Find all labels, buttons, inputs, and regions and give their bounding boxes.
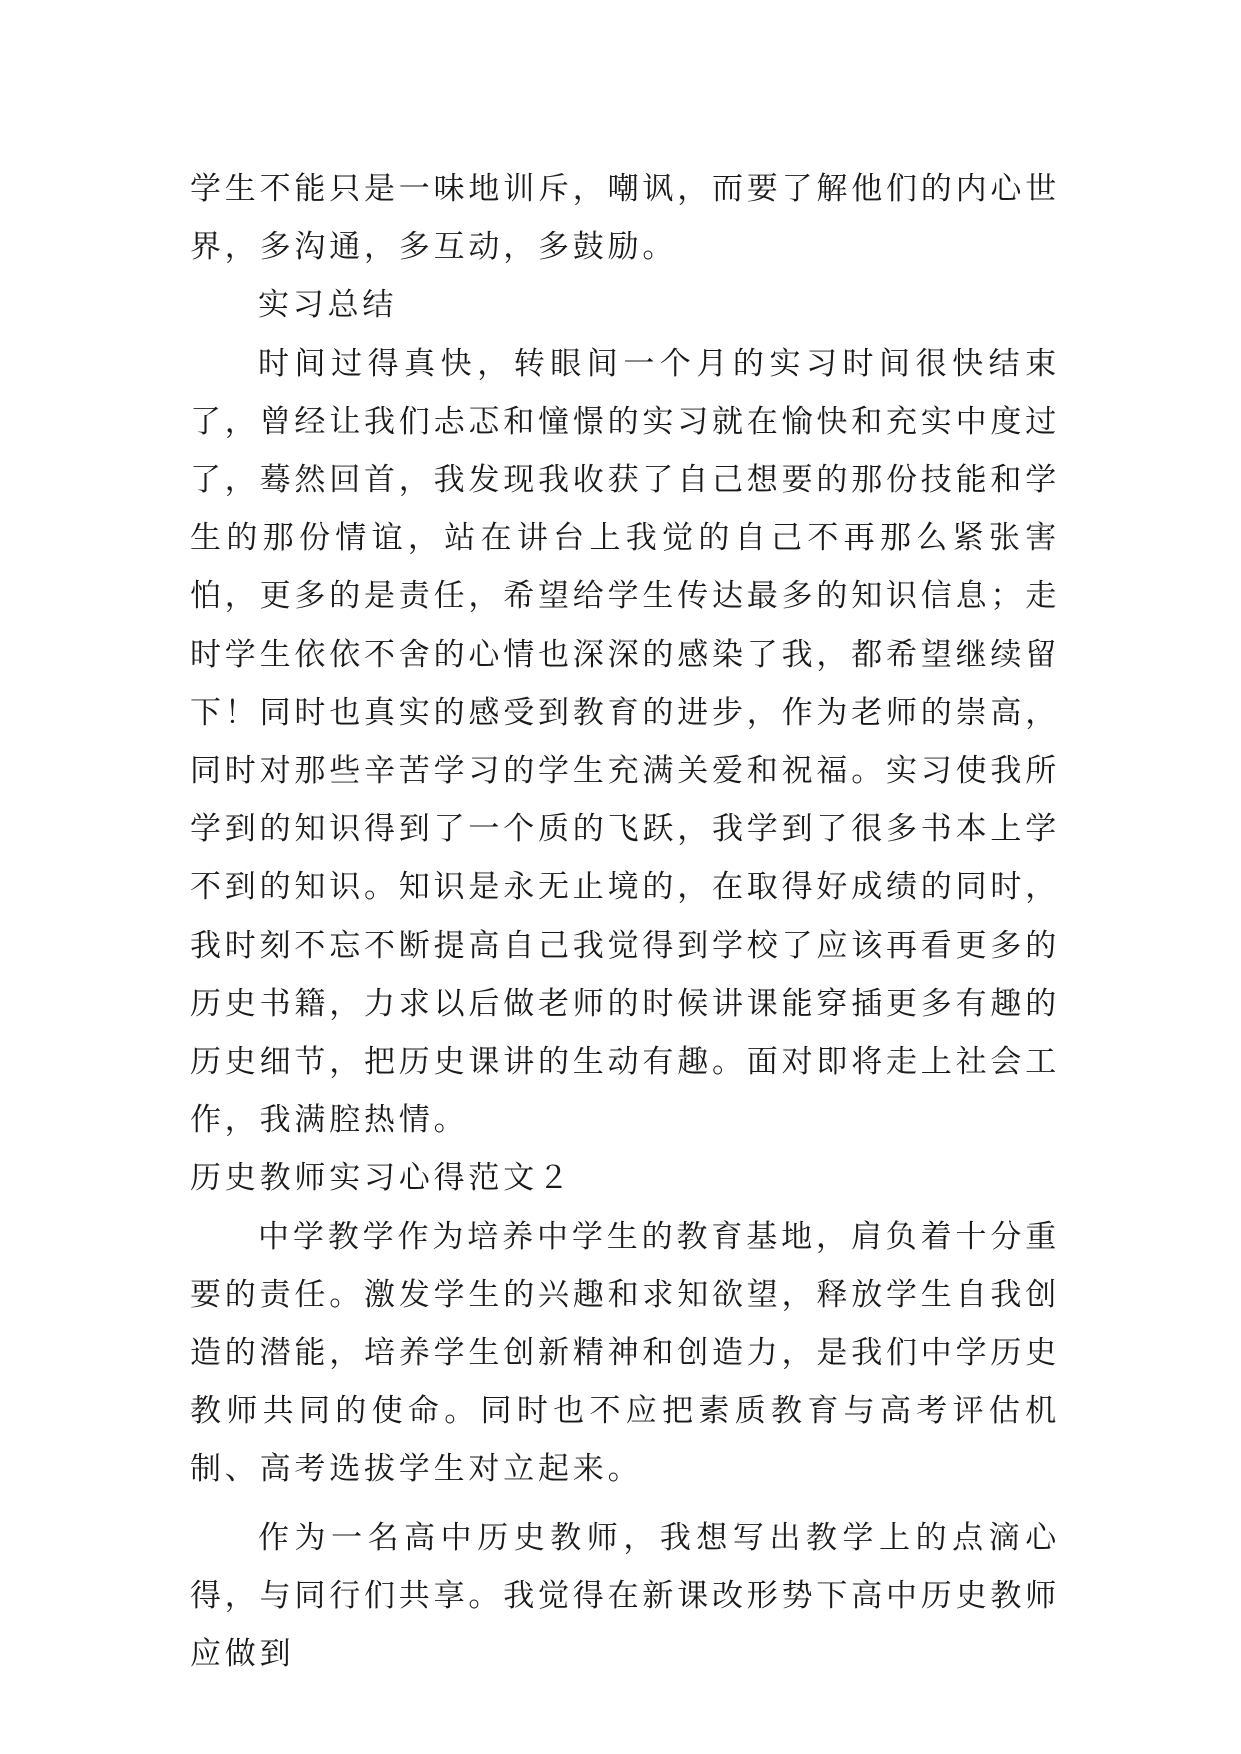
paragraph-closing-advice: 学生不能只是一味地训斥，嘲讽，而要了解他们的内心世界，多沟通，多互动，多鼓励。 [190,171,1060,266]
paragraph-internship-summary: 时间过得真快，转眼间一个月的实习时间很快结束了，曾经让我们忐忑和憧憬的实习就在愉快和充实中度过了，蓦然回首，我发现我收获了自己想要的那份技能和学生的那份情谊，站在讲台上我觉的自己不再那么紧张害怕，更多的是责任，希望给学生传达最多的知识信息；走时学生依依不舍的心情也深深的感染了我，都希望继续留下！同时也真实的感受到教育的进步，作为老师的崇高，同时对那些辛苦学习的学生充满关爱和祝福。实习使我所学到的知识得到了一个质的飞跃，我学到了很多书本上学不到的知识。知识是永无止境的，在取得好成绩的同时，我时刻不忘不断提高自己我觉得到学校了应该再看更多的历史书籍，力求以后做老师的时候讲课能穿插更多有趣的历史细节，把历史课讲的生动有趣。面对即将走上社会工作，我满腔热情。 [190,345,1060,1139]
paragraph-teacher-reflection: 作为一名高中历史教师，我想写出教学上的点滴心得，与同行们共享。我觉得在新课改形势下高中历史教师应做到 [190,1519,1060,1673]
paragraph-middle-school-teaching: 中学教学作为培养中学生的教育基地，肩负着十分重要的责任。激发学生的兴趣和求知欲望，释放学生自我创造的潜能，培养学生创新精神和创造力，是我们中学历史教师共同的使命。同时也不应把素质教育与高考评估机制、高考选拔学生对立起来。 [190,1218,1060,1488]
section-heading-internship-summary: 实习总结 [258,287,398,324]
document-body [190,160,1060,1683]
essay-title-sample-2: 历史教师实习心得范文２ [190,1160,573,1197]
